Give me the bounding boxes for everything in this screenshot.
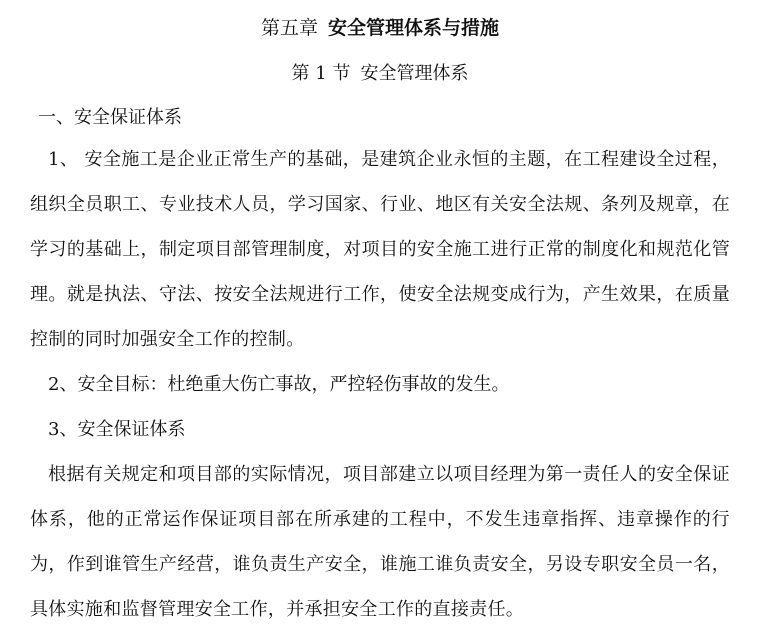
section-title [0, 60, 760, 88]
paragraph-item-1: 1、 安全施工是企业正常生产的基础，是建筑企业永恒的主题，在工程建设全过程，组织全员职工、专业技术人员，学习国家、行业、地区有关安全法规、条列及规章，在学习的基础上，制定项目部管理制度，对项目的安全施工进行正常的制度化和规范化管理。就是执法、守法、按安全法规进行工作，使安全法规变成行为，产生效果，在质量控制的同时加强安全工作的控制。 [30, 149, 730, 350]
paragraph-item-3: 3、安全保证体系 [48, 419, 186, 440]
chapter-title [0, 14, 760, 42]
section-number: 第 1 节 [291, 63, 351, 84]
section-name: 安全管理体系 [360, 63, 469, 84]
paragraph-body: 根据有关规定和项目部的实际情况，项目部建立以项目经理为第一责任人的安全保证体系，他的正常运作保证项目部在所承建的工程中，不发生违章指挥、违章操作的行为，作到谁管生产经营，谁负责生产安全，谁施工谁负责安全，另设专职安全员一名，具体实施和监督管理安全工作，并承担安全工作的直接责任。 [30, 464, 730, 620]
chapter-name: 安全管理体系与措施 [328, 17, 500, 39]
paragraph-item-2: 2、安全目标：杜绝重大伤亡事故，严控轻伤事故的发生。 [48, 374, 510, 395]
subsection-heading: 一、安全保证体系 [38, 107, 182, 128]
chapter-number: 第五章 [260, 17, 318, 39]
